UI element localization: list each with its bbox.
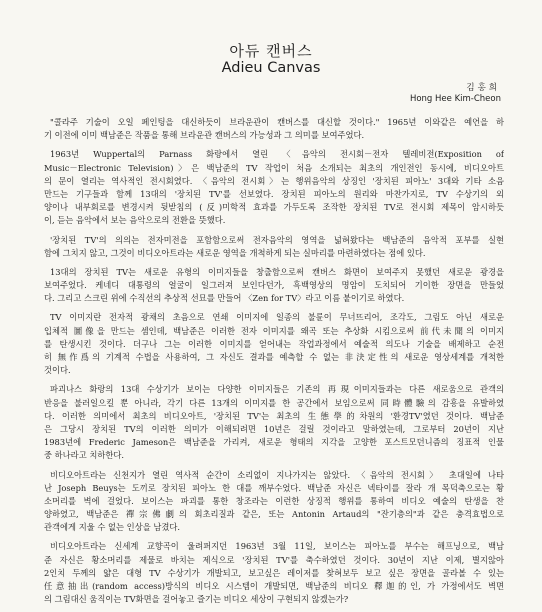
text-line: 은 그당시 장치된 TV의 이러한 의미가 이해되려면 10년은 걸릴 것이라고 말하였는데, 그로부터 20년이 지난 — [44, 423, 504, 434]
text-line: 히 無作爲의 기계적 수법을 사용하여, 그 자신도 결과를 예측할 수 없는 非決定性의 새로운 영상세계를 개척한 — [44, 352, 504, 362]
text-line: 함에 그치지 않고, 그것이 비디오아트라는 새로운 영역을 개척하게 되는 실마리를 마련하였다는 점에 있다. — [44, 247, 426, 258]
text-line: 이, 듣는 음악에서 보는 음악으로의 전환을 뜻했다. — [44, 215, 226, 226]
text-line: 입체적 圖像을 만드는 셈인데, 백남준은 이러한 전자 이미지를 왜곡 또는 추상화 시킴으로써 前代未聞의 이미지 — [44, 325, 504, 336]
text-line: 의 그림대신 움직이는 TV화면을 걸어놓고 즐기는 비디오 세상이 구현되지 않겠는가? — [44, 594, 349, 605]
text-line: '장치된 TV'의 의의는 전자미전을 포함함으로써 전자음악의 영역을 넓혀왔다는 백남준의 음악적 포부를 실현 — [50, 234, 504, 245]
paragraph — [44, 148, 504, 227]
text-line: 비디오아트라는 신천지가 열린 역사적 순간이 소리없이 지나가지는 않았다. 〈음악의 전시회〉 초대일에 나타 — [50, 469, 504, 480]
text-line: 파괴나스 화랑의 13대 수상기가 보이는 다양한 이미지들은 기존의 再現이미지들과는 다른 새로움으로 관객의 — [50, 384, 504, 395]
text-line: 2인치 두께의 얇은 대형 TV 수상기가 개발되고, 보고싶은 레이저를 찾혀보두 보고 싶은 장면을 골라볼 수 있는 — [44, 567, 504, 578]
text-line: Music－Electronic Television)〉은 백남준의 TV 작업이 처음 소개되는 최초의 개인전인 동시에, 비디오아트 — [44, 162, 504, 173]
text-line: 양이나 내부회로를 변경시켜 뒷받침의 (反)미학적 효과를 가두도록 조작한 장치된 TV로 전시회 제목이 암시하듯 — [44, 202, 504, 213]
text-line: 만드는 기구들과 함께 13대의 '장치된 TV'를 선보였다. 장치된 피아노의 원리와 마찬가지로, TV 수상기의 외 — [44, 188, 504, 199]
author-english: Hong Hee Kim-Cheon — [409, 94, 501, 104]
paragraph — [44, 383, 504, 462]
article-body — [44, 116, 504, 612]
paragraph — [44, 234, 504, 260]
text-line: 준 자신은 황소머리를 제물로 바치는 제식으로 '장치된 TV'를 축수하였던 것이다. 30년이 지난 이제, 별지않아 — [44, 554, 504, 565]
text-line: 관객에게 지울 수 없는 인상을 남겼다. — [44, 522, 181, 533]
text-line: 기 이전에 이미 백남준은 작품을 통해 브라운관 캔버스의 가능성과 그 의미를 보여주었다. — [44, 130, 365, 141]
text-line: "콜라주 기술이 오일 페인팅을 대신하듯이 브라운관이 캔버스를 대신할 것이다." 1965년 이와같은 예언을 하 — [50, 117, 504, 127]
text-line: 비디오아트라는 신세계 교향곡이 울려퍼지던 1963년 3월 11일, 보이스는 피아노를 부수는 해프닝으로, 백남 — [50, 541, 504, 552]
text-line: 의 문이 열리는 역사적인 전시회였다. 〈음악의 전시회〉는 행위음악의 상징인 '장치된 피아노' 3대와 기타 소음 — [44, 175, 504, 186]
text-line: 다. 그리고 스크린 위에 수직선의 추상적 선묘를 만들어 〈Zen for TV〉라고 이름 붙이기로 하였다. — [44, 293, 405, 304]
paragraph — [44, 116, 504, 142]
text-line: 양하였고, 백남준은 禪宗佛劇의 회초리질과 같은, 또는 Antonin Artaud의 "잔기층의"과 같은 충격효법으로 — [44, 509, 504, 520]
paragraph — [44, 469, 504, 535]
text-line: 반응을 불러일으킬 뿐 아니라, 각기 다른 13개의 이미지를 한 공간에서 보임으로써 同時體驗의 감흥을 유발하였 — [44, 397, 504, 408]
text-line: 1983년에 Frederic Jameson은 백남준을 가리켜, 새로운 형태의 지각을 고양한 포스트모던니즘의 징표적 인물 — [44, 437, 504, 448]
text-line: 를 탄생시킨 것이다. 더구나 그는 이러한 이미지를 얻어내는 작업과정에서 예술적 의도나 기술을 배제하고 순전 — [44, 338, 504, 349]
text-line: 것이다. — [44, 365, 71, 376]
text-line: 난 Joseph Beuys는 도끼로 장치된 피아노 한 대를 깨부수었다. 백남준 자신은 넥타이를 잘라 개 목덕축으로는 황 — [44, 482, 504, 493]
paragraph — [44, 266, 504, 306]
text-line: 소머리를 벽에 걸었다. 보이스는 파괴를 통한 창조라는 이런한 상징적 행위를 통하여 비디오 예술의 탄생을 찬 — [44, 495, 504, 506]
author-korean: 김홍희 — [466, 83, 500, 93]
paragraph — [44, 540, 504, 606]
text-line: 任意抽出(random access)방식의 비디오 시스템이 개발되면, 백남준의 비디오 釋迦的인, 가 가정에서도 벽면 — [44, 581, 504, 591]
paragraph — [44, 311, 504, 377]
text-line: 보여주었다. 케네디 대통령의 얼굴이 일그러져 보인다던가, 흑백영상의 명암이 도치되어 기이한 장면을 만들었 — [44, 280, 504, 291]
title-english: Adieu Canvas — [221, 60, 321, 76]
text-line: 다. 이러한 의미에서 최초의 비디오아트, '장치된 TV'는 최초의 生態學的차원의 '환경TV'였던 것이다. 백남준 — [44, 410, 504, 421]
text-line: TV 이미지란 전자적 광채의 초음으로 연쇄 이미지에 일종의 불륜이 무너뜨리어, 조각도, 그림도 아닌 새로운 — [50, 312, 504, 323]
title-korean: 아듀 캔버스 — [229, 42, 313, 60]
text-line: 중 하나라고 치하한다. — [44, 450, 125, 461]
text-line: 1963년 Wuppertal의 Parnass 화랑에서 열린 〈음악의 전시회－전자 텔레비전(Exposition of — [50, 149, 504, 160]
text-line: 13대의 장치된 TV는 새로운 유형의 이미지들을 창출함으로써 캔버스 화면이 보여주지 못했던 새로운 광경을 — [50, 266, 504, 277]
